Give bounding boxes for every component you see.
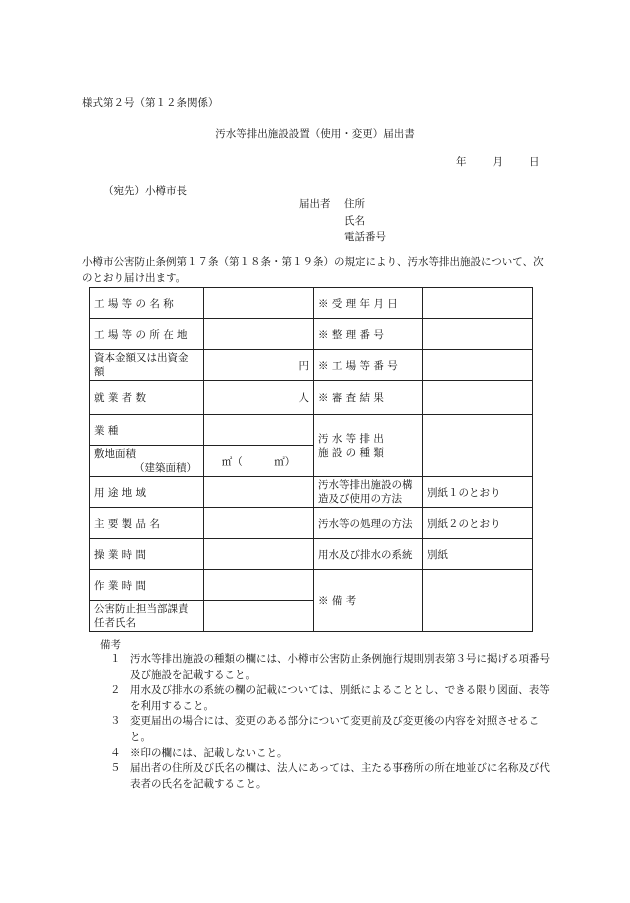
factory-number-label: ※ 工 場 等 番 号 [314, 350, 423, 381]
main-products-field[interactable] [204, 508, 314, 539]
person-unit: 人 [298, 392, 309, 404]
operating-hours-label: 操 業 時 間 [90, 539, 204, 570]
main-products-label: 主 要 製 品 名 [90, 508, 204, 539]
factory-location-field[interactable] [204, 319, 314, 350]
employees-field[interactable] [204, 381, 314, 415]
form-number: 様式第２号（第１２条関係） [82, 97, 219, 109]
work-hours-field[interactable] [204, 570, 314, 601]
note-item: ２ 用水及び排水の系統の欄の記載については、別紙によることとし、できる限り図面、表等を利用すること。 [110, 684, 550, 712]
water-system-label: 用水及び排水の系統 [314, 539, 423, 570]
industry-field[interactable] [204, 415, 314, 446]
notifier-name-label: 氏名 [344, 214, 365, 227]
yen-unit: 円 [298, 359, 309, 372]
remarks-label: ※ 備 考 [314, 570, 423, 632]
review-result-label: ※ 審 査 結 果 [314, 381, 423, 415]
employees-label: 就 業 者 数 [90, 381, 204, 415]
site-area-label: 敷地面積 （建築面積） [90, 446, 204, 477]
reference-number-label: ※ 整 理 番 号 [314, 319, 423, 350]
industry-label: 業 種 [90, 415, 204, 446]
received-date-field [423, 288, 533, 319]
factory-name-field[interactable] [204, 288, 314, 319]
water-system-value: 別紙 [423, 539, 533, 570]
structure-value: 別紙１のとおり [423, 477, 533, 508]
capital-field[interactable] [204, 350, 314, 381]
note-item: ５ 届出者の住所及び氏名の欄は、法人にあっては、主たる事務所の所在地並びに名称及び代表者の氏名を記載すること。 [110, 762, 550, 790]
area-unit: ㎡（ ㎡） [221, 455, 296, 468]
factory-name-label: 工 場 等 の 名 称 [90, 288, 204, 319]
facility-type-label: 汚 水 等 排 出 施 設 の 種 類 [314, 415, 423, 477]
date-year-label: 年 [456, 156, 467, 168]
received-date-label: ※ 受 理 年 月 日 [314, 288, 423, 319]
facility-type-field[interactable] [423, 415, 533, 477]
operating-hours-field[interactable] [204, 539, 314, 570]
remarks-field [423, 570, 533, 632]
notifier-address-label: 住所 [344, 198, 365, 210]
notifier-fields [344, 196, 386, 246]
note-item: ３ 変更届出の場合には、変更のある部分について変更前及び変更後の内容を対照させること。 [110, 715, 540, 743]
notifier-label: 届出者 [299, 198, 331, 210]
document-title: 汚水等排出施設設置（使用・変更）届出書 [215, 128, 415, 140]
site-area-field[interactable] [204, 446, 314, 477]
notes-list [110, 652, 560, 792]
notes-title: 備考 [100, 639, 121, 651]
usage-zone-label: 用 途 地 域 [90, 477, 204, 508]
structure-label: 汚水等排出施設の構 造及び使用の方法 [314, 477, 423, 508]
date-month-label: 月 [492, 156, 503, 168]
date-line [456, 154, 540, 169]
factory-number-field [423, 350, 533, 381]
officer-field[interactable] [204, 601, 314, 632]
intro-text: 小樽市公害防止条例第１７条（第１８条・第１９条）の規定により、汚水等排出施設について、次のとおり届け出ます。 [82, 256, 544, 284]
treatment-label: 汚水等の処理の方法 [314, 508, 423, 539]
factory-location-label: 工 場 等 の 所 在 地 [90, 319, 204, 350]
work-hours-label: 作 業 時 間 [90, 570, 204, 601]
date-day-label: 日 [529, 156, 540, 168]
note-item: １ 汚水等排出施設の種類の欄には、小樽市公害防止条例施行規則別表第３号に掲げる項番号及び施設を記載すること。 [110, 653, 550, 681]
notifier-phone-label: 電話番号 [344, 231, 386, 243]
notification-form-table [89, 287, 533, 632]
reference-number-field [423, 319, 533, 350]
usage-zone-field[interactable] [204, 477, 314, 508]
treatment-value: 別紙２のとおり [423, 508, 533, 539]
officer-label: 公害防止担当部課責 任者氏名 [90, 601, 204, 632]
review-result-field [423, 381, 533, 415]
addressee: （宛先）小樽市長 [103, 185, 187, 197]
capital-label: 資本金額又は出資金 額 [90, 350, 204, 381]
note-item: ４ ※印の欄には、記載しないこと。 [110, 746, 288, 759]
